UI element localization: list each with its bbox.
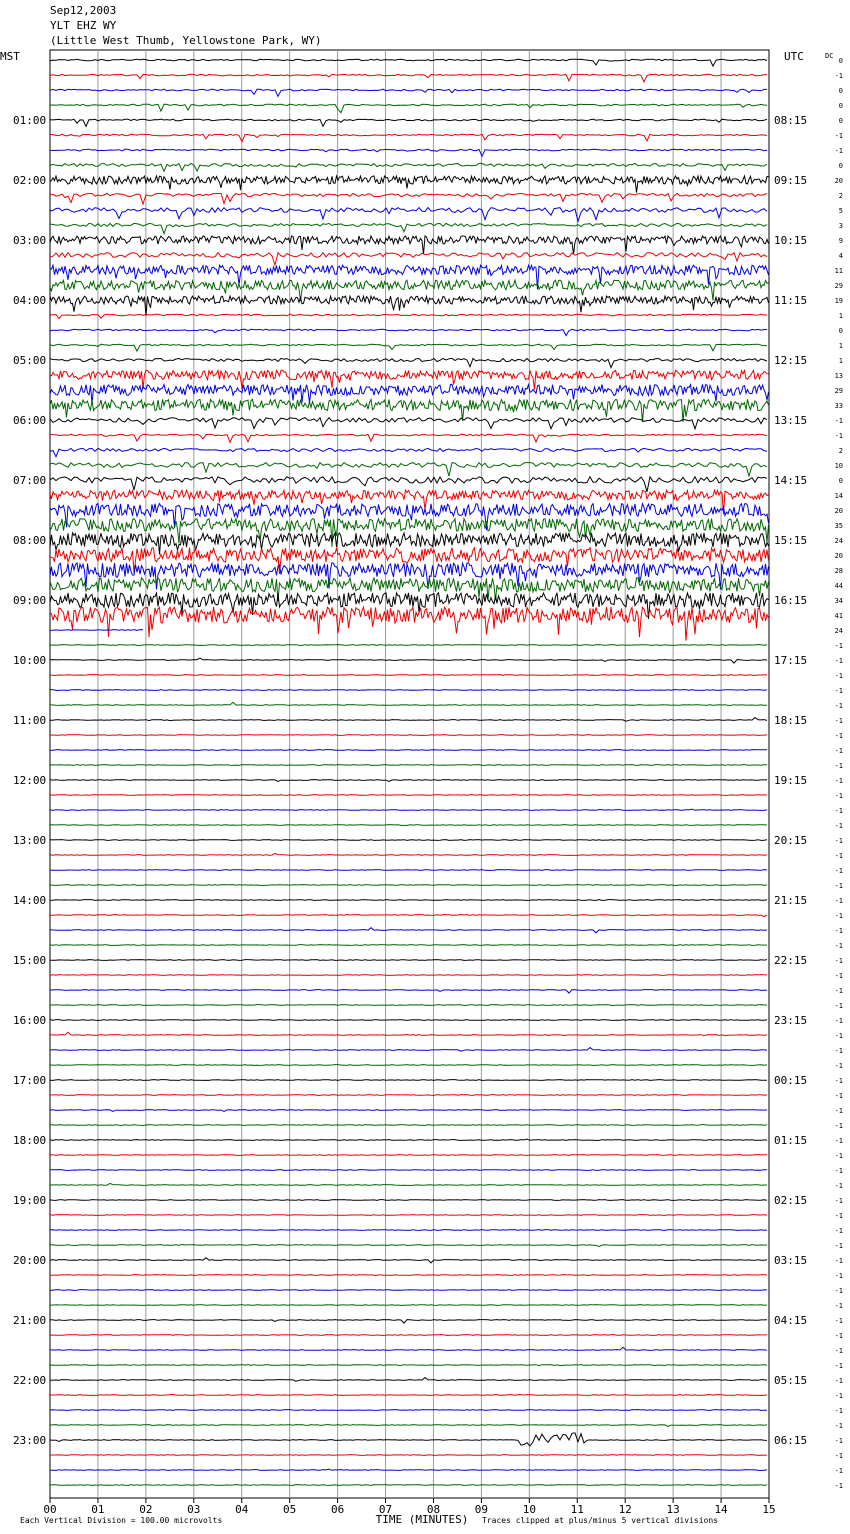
dc-offset-value: -1 [834, 732, 843, 740]
header-date: Sep12,2003 [50, 4, 117, 17]
dc-offset-value: 20 [834, 552, 843, 560]
dc-offset-value: -1 [834, 1062, 843, 1070]
dc-offset-value: -1 [834, 852, 843, 860]
dc-offset-value: -1 [834, 1482, 843, 1490]
trace-line [50, 59, 767, 66]
trace-line [50, 1020, 767, 1021]
x-tick-label: 12 [618, 1503, 632, 1516]
trace-line [50, 265, 769, 289]
right-hour-label: 23:15 [774, 1014, 808, 1027]
trace-line [50, 563, 769, 590]
dc-offset-value: 1 [838, 357, 843, 365]
trace-line [50, 134, 767, 142]
dc-offset-value: 9 [838, 237, 843, 245]
trace-line [50, 296, 769, 316]
dc-offset-value: -1 [834, 1437, 843, 1445]
dc-offset-value: 33 [834, 402, 843, 410]
dc-offset-value: 29 [834, 387, 843, 395]
trace-line [50, 990, 767, 994]
x-tick-label: 02 [139, 1503, 153, 1516]
dc-offset-value: -1 [834, 1302, 843, 1310]
trace-line [50, 1005, 767, 1006]
dc-offset-value: 0 [838, 327, 843, 335]
dc-offset-value: 0 [838, 87, 843, 95]
left-hour-label: 21:00 [13, 1314, 47, 1327]
trace-line [50, 1170, 767, 1171]
dc-offset-value: 20 [834, 507, 843, 515]
dc-offset-value: -1 [834, 1152, 843, 1160]
footer-clip-note: Traces clipped at plus/minus 5 vertical divisions [482, 1516, 719, 1525]
trace-line [50, 1335, 767, 1336]
right-hour-label: 09:15 [774, 174, 808, 187]
trace-line [50, 1245, 767, 1247]
trace-line [50, 975, 767, 976]
x-axis-title: TIME (MINUTES) [375, 1513, 469, 1526]
trace-line [50, 399, 769, 422]
dc-offset-value: 24 [834, 537, 843, 545]
dc-offset-value: -1 [834, 1287, 843, 1295]
x-tick-label: 04 [235, 1503, 249, 1516]
x-tick-label: 05 [283, 1503, 297, 1516]
trace-line [50, 1095, 767, 1096]
trace-line [50, 690, 767, 691]
trace-line [50, 463, 767, 477]
dc-offset-value: 41 [834, 612, 843, 620]
trace-line [50, 1433, 767, 1446]
trace-line [50, 1365, 767, 1366]
trace-line [50, 1485, 767, 1486]
right-axis-label: UTC [784, 50, 804, 63]
dc-offset-value: 0 [838, 102, 843, 110]
trace-line [50, 900, 767, 901]
dc-offset-value: 3 [838, 222, 843, 230]
trace-line [50, 607, 769, 641]
trace-line [50, 149, 767, 156]
dc-offset-value: 24 [834, 627, 843, 635]
left-hour-label: 23:00 [13, 1434, 47, 1447]
dc-offset-value: -1 [834, 987, 843, 995]
dc-offset-value: 19 [834, 297, 843, 305]
x-tick-label: 03 [187, 1503, 201, 1516]
trace-line [50, 434, 767, 442]
trace-line [50, 1320, 767, 1324]
dc-offset-value: -1 [834, 897, 843, 905]
trace-line [50, 915, 767, 917]
trace-line [50, 718, 767, 722]
dc-offset-value: 28 [834, 567, 843, 575]
trace-line [50, 658, 767, 663]
x-tick-label: 10 [522, 1503, 536, 1516]
trace-line [50, 448, 767, 456]
trace-line [50, 1275, 767, 1276]
right-hour-label: 13:15 [774, 414, 808, 427]
left-hour-label: 20:00 [13, 1254, 47, 1267]
dc-offset-value: -1 [834, 777, 843, 785]
dc-offset-value: -1 [834, 657, 843, 665]
right-hour-label: 14:15 [774, 474, 808, 487]
right-hour-label: 21:15 [774, 894, 808, 907]
dc-offset-value: -1 [834, 1242, 843, 1250]
trace-line [50, 548, 769, 574]
dc-offset-value: -1 [834, 1017, 843, 1025]
trace-line [50, 853, 767, 855]
dc-offset-value: 34 [834, 597, 843, 605]
trace-line [50, 780, 767, 782]
trace-line [50, 1080, 767, 1081]
dc-offset-value: -1 [834, 1377, 843, 1385]
dc-offset-value: -1 [834, 1077, 843, 1085]
trace-line [50, 1032, 767, 1035]
trace-line [50, 329, 767, 335]
trace-line [50, 1290, 767, 1291]
dc-offset-value: -1 [834, 717, 843, 725]
right-hour-label: 02:15 [774, 1194, 808, 1207]
dc-offset-value: -1 [834, 942, 843, 950]
dc-offset-value: -1 [834, 822, 843, 830]
trace-line [50, 119, 767, 126]
right-hour-label: 08:15 [774, 114, 808, 127]
dc-offset-value: 11 [834, 267, 843, 275]
trace-line [50, 104, 767, 113]
dc-offset-value: 44 [834, 582, 843, 590]
dc-offset-value: -1 [834, 417, 843, 425]
trace-line [50, 344, 767, 351]
dc-offset-value: -1 [834, 1257, 843, 1265]
left-hour-label: 07:00 [13, 474, 47, 487]
dc-offset-value: -1 [834, 807, 843, 815]
right-hour-label: 03:15 [774, 1254, 808, 1267]
trace-line [50, 809, 767, 810]
dc-offset-value: -1 [834, 432, 843, 440]
trace-line [50, 1258, 767, 1263]
x-tick-label: 08 [426, 1503, 441, 1516]
dc-offset-value: -1 [834, 147, 843, 155]
dc-offset-value: -1 [834, 72, 843, 80]
x-tick-label: 13 [666, 1503, 680, 1516]
x-tick-label: 06 [330, 1503, 345, 1516]
trace-line [50, 280, 769, 301]
dc-offset-value: -1 [834, 1002, 843, 1010]
dc-offset-value: -1 [834, 1092, 843, 1100]
left-hour-label: 14:00 [13, 894, 47, 907]
trace-line [50, 89, 767, 96]
dc-offset-value: -1 [834, 1122, 843, 1130]
trace-line [50, 765, 767, 766]
trace-line [50, 750, 767, 751]
trace-line [50, 825, 767, 826]
right-hour-label: 20:15 [774, 834, 808, 847]
trace-line [50, 1425, 767, 1427]
x-tick-label: 11 [570, 1503, 584, 1516]
dc-offset-value: -1 [834, 672, 843, 680]
trace-line [50, 193, 767, 204]
trace-line [50, 208, 767, 222]
right-hour-label: 16:15 [774, 594, 808, 607]
dc-offset-value: -1 [834, 912, 843, 920]
dc-offset-value: 20 [834, 177, 843, 185]
dc-offset-value: -1 [834, 642, 843, 650]
trace-line [50, 795, 767, 796]
trace-line [50, 176, 769, 193]
dc-offset-value: -1 [834, 1047, 843, 1055]
x-tick-label: 15 [762, 1503, 776, 1516]
dc-offset-value: 4 [838, 252, 843, 260]
dc-offset-value: 2 [838, 447, 843, 455]
dc-offset-value: 0 [838, 477, 843, 485]
dc-offset-value: -1 [834, 882, 843, 890]
trace-line [50, 314, 767, 318]
dc-offset-value: -1 [834, 1452, 843, 1460]
trace-line [50, 840, 767, 841]
dc-offset-value: 0 [838, 57, 843, 65]
trace-line [50, 885, 767, 886]
left-hour-label: 10:00 [13, 654, 47, 667]
dc-offset-value: -1 [834, 927, 843, 935]
header-location: (Little West Thumb, Yellowstone Park, WY) [50, 34, 322, 47]
trace-line [50, 1230, 767, 1231]
dc-label: DC [825, 52, 834, 60]
left-axis-label: MST [0, 50, 20, 63]
dc-offset-value: -1 [834, 1407, 843, 1415]
dc-offset-value: -1 [834, 1347, 843, 1355]
right-hour-label: 06:15 [774, 1434, 808, 1447]
trace-line [50, 1215, 767, 1216]
trace-line [50, 477, 767, 492]
trace-line [50, 1048, 767, 1052]
dc-offset-value: 1 [838, 342, 843, 350]
right-hour-label: 17:15 [774, 654, 808, 667]
x-tick-label: 09 [474, 1503, 489, 1516]
right-hour-label: 05:15 [774, 1374, 808, 1387]
trace-line [50, 1305, 767, 1306]
dc-offset-value: 5 [838, 207, 843, 215]
dc-offset-value: -1 [834, 1197, 843, 1205]
dc-offset-value: -1 [834, 792, 843, 800]
trace-line [50, 163, 767, 171]
left-hour-label: 05:00 [13, 354, 47, 367]
trace-line [50, 1065, 767, 1066]
left-hour-label: 01:00 [13, 114, 47, 127]
trace-line [50, 1455, 767, 1456]
trace-line [50, 1183, 767, 1185]
trace-line [50, 702, 767, 705]
dc-offset-value: 2 [838, 192, 843, 200]
x-tick-label: 01 [91, 1503, 105, 1516]
left-hour-label: 18:00 [13, 1134, 47, 1147]
dc-offset-value: -1 [834, 702, 843, 710]
dc-offset-value: -1 [834, 1032, 843, 1040]
left-hour-label: 11:00 [13, 714, 47, 727]
dc-offset-value: -1 [834, 1362, 843, 1370]
dc-offset-value: -1 [834, 1422, 843, 1430]
trace-line [50, 928, 767, 933]
trace-line [50, 1139, 767, 1140]
right-hour-label: 04:15 [774, 1314, 808, 1327]
right-hour-label: 01:15 [774, 1134, 808, 1147]
trace-line [50, 253, 767, 266]
trace-line [50, 1200, 767, 1201]
trace-line [50, 1110, 767, 1112]
trace-line [50, 1378, 767, 1382]
right-hour-label: 15:15 [774, 534, 808, 547]
dc-offset-value: 0 [838, 117, 843, 125]
x-tick-label: 14 [714, 1503, 728, 1516]
right-hour-label: 00:15 [774, 1074, 808, 1087]
dc-offset-value: -1 [834, 972, 843, 980]
trace-line [50, 358, 767, 367]
dc-offset-value: -1 [834, 687, 843, 695]
left-hour-label: 17:00 [13, 1074, 47, 1087]
dc-offset-value: -1 [834, 1332, 843, 1340]
right-hour-label: 18:15 [774, 714, 808, 727]
dc-offset-value: 13 [834, 372, 843, 380]
trace-line [50, 236, 769, 255]
trace-line [50, 1347, 767, 1350]
trace-line [50, 1395, 767, 1396]
dc-offset-value: 35 [834, 522, 843, 530]
x-tick-label: 07 [378, 1503, 393, 1516]
footer-scale-note: Each Vertical Division = 100.00 microvolts [20, 1516, 223, 1525]
left-hour-label: 15:00 [13, 954, 47, 967]
trace-line [50, 533, 769, 555]
left-hour-label: 06:00 [13, 414, 47, 427]
left-hour-label: 16:00 [13, 1014, 47, 1027]
dc-offset-value: -1 [834, 1212, 843, 1220]
dc-offset-value: -1 [834, 762, 843, 770]
trace-line [50, 870, 767, 871]
header-station: YLT EHZ WY [50, 19, 117, 32]
trace-line [50, 675, 767, 676]
left-hour-label: 09:00 [13, 594, 47, 607]
left-hour-label: 08:00 [13, 534, 47, 547]
left-hour-label: 19:00 [13, 1194, 47, 1207]
trace-line [50, 418, 767, 429]
trace-line [50, 960, 767, 961]
dc-offset-value: 0 [838, 162, 843, 170]
left-hour-label: 04:00 [13, 294, 47, 307]
x-tick-label: 00 [43, 1503, 57, 1516]
dc-offset-value: -1 [834, 1137, 843, 1145]
dc-offset-value: -1 [834, 1107, 843, 1115]
right-hour-label: 19:15 [774, 774, 808, 787]
dc-offset-value: 14 [834, 492, 843, 500]
trace-line [50, 735, 767, 736]
dc-offset-value: -1 [834, 132, 843, 140]
dc-offset-value: 10 [834, 462, 843, 470]
dc-offset-value: -1 [834, 957, 843, 965]
trace-line [50, 1125, 767, 1126]
dc-offset-value: -1 [834, 1317, 843, 1325]
dc-offset-value: -1 [834, 1227, 843, 1235]
left-hour-label: 02:00 [13, 174, 47, 187]
dc-offset-value: -1 [834, 1167, 843, 1175]
left-hour-label: 03:00 [13, 234, 47, 247]
left-hour-label: 12:00 [13, 774, 47, 787]
trace-line [50, 630, 143, 631]
left-hour-label: 22:00 [13, 1374, 47, 1387]
left-hour-label: 13:00 [13, 834, 47, 847]
trace-line [50, 945, 767, 946]
dc-offset-value: -1 [834, 747, 843, 755]
dc-offset-value: 1 [838, 312, 843, 320]
right-hour-label: 11:15 [774, 294, 808, 307]
dc-offset-value: -1 [834, 837, 843, 845]
trace-line [50, 1410, 767, 1411]
trace-line [50, 74, 767, 82]
right-hour-label: 22:15 [774, 954, 808, 967]
dc-offset-value: -1 [834, 1272, 843, 1280]
right-hour-label: 10:15 [774, 234, 808, 247]
dc-offset-value: -1 [834, 1467, 843, 1475]
dc-offset-value: -1 [834, 1392, 843, 1400]
dc-offset-value: 29 [834, 282, 843, 290]
dc-offset-value: -1 [834, 1182, 843, 1190]
right-hour-label: 12:15 [774, 354, 808, 367]
trace-line [50, 1155, 767, 1156]
trace-line [50, 1469, 767, 1470]
trace-line [50, 223, 767, 233]
trace-line [50, 645, 767, 646]
dc-offset-value: -1 [834, 867, 843, 875]
